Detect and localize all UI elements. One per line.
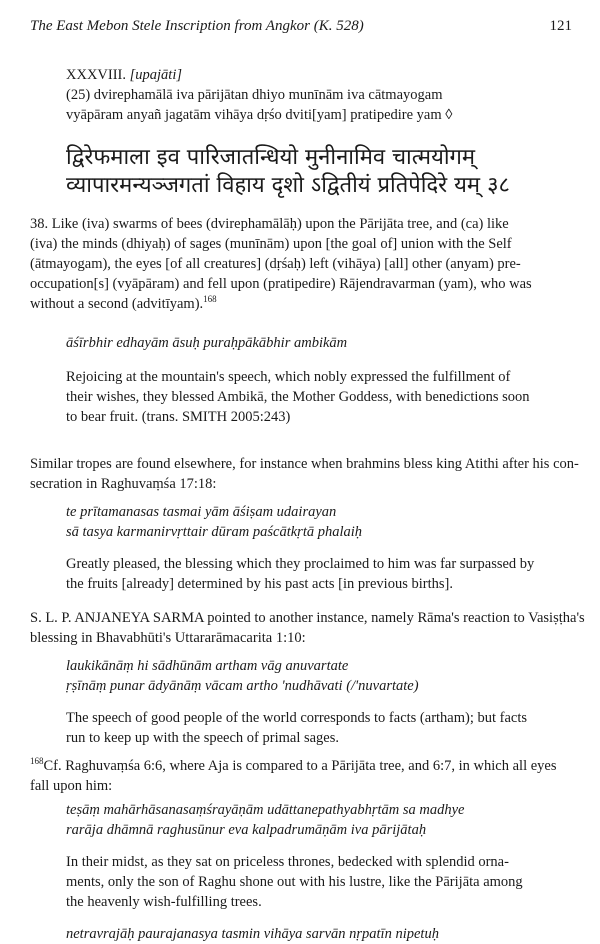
quote-translation: the heavenly wish-fulfilling trees. — [66, 894, 262, 910]
sanskrit-quote: ṛṣīnāṃ punar ādyānāṃ vācam artho 'nudhāvati (/'nuvartate) — [66, 678, 419, 694]
quote-block-1 — [66, 333, 600, 427]
translation-line: (ātmayogam), the eyes [of all creatures] (dṛśaḥ) left (vihāya) [all] other (anyam) pre- — [30, 256, 521, 272]
translation-line: occupation[s] (vyāpāram) and fell upon (pratipedire) Rājendravarman (yam), who was — [30, 276, 532, 292]
footnote-ref: 168 — [203, 294, 217, 305]
footnote-line: fall upon him: — [30, 778, 113, 794]
quote-translation: their wishes, they blessed Ambikā, the Mother Goddess, with benedictions soon — [66, 389, 530, 405]
sanskrit-quote: rarāja dhāmnā raghusūnur eva kalpadrumāṇām iva pārijātaḥ — [66, 822, 427, 838]
sanskrit-quote: sā tasya karmanirvṛttair dūram paścātkṛtā phalaiḥ — [66, 524, 363, 540]
translation-line-text: without a second (advitīyam). — [30, 296, 204, 312]
verse-number: XXXVIII. — [66, 67, 126, 83]
quote-translation: Rejoicing at the mountain's speech, which nobly expressed the fulfillment of — [66, 369, 511, 385]
sanskrit-quote: teṣāṃ mahārhāsanasaṃśrayāṇām udāttanepathyabhṛtām sa madhye — [66, 802, 465, 818]
quote-translation: In their midst, as they sat on priceless thrones, bedecked with splendid orna- — [66, 854, 509, 870]
quote-translation: Greatly pleased, the blessing which they proclaimed to him was far surpassed by — [66, 556, 535, 572]
verse-transliteration-2: vyāpāram anyañ jagatām vihāya dṛśo dviti[yam] pratipedire yam ◊ — [66, 107, 453, 123]
footnote-quote — [66, 800, 600, 944]
translation-paragraph — [30, 214, 600, 314]
translation-line: 38. Like (iva) swarms of bees (dvirephamālāḥ) upon the Pārijāta tree, and (ca) like — [30, 216, 509, 232]
sanskrit-quote: āśīrbhir edhayām āsuḥ puraḥpākābhir ambikām — [66, 335, 348, 351]
footnote-168 — [30, 756, 600, 796]
paragraph-2 — [30, 454, 600, 494]
footnote-line — [30, 756, 600, 776]
running-title: The East Mebon Stele Inscription from Angkor (K. 528) — [30, 18, 364, 34]
quote-translation: the fruits [already] determined by his past acts [in previous births]. — [66, 576, 453, 592]
quote-translation: ments, only the son of Raghu shone out with his lustre, like the Pārijāta among — [66, 874, 523, 890]
paragraph-line: secration in Raghuvaṃśa 17:18: — [30, 476, 217, 492]
page-number: 121 — [549, 18, 572, 34]
footnote-mark: 168 — [30, 756, 44, 767]
verse-block — [66, 65, 600, 125]
quote-translation: The speech of good people of the world corresponds to facts (artham); but facts — [66, 710, 528, 726]
paragraph-line: Similar tropes are found elsewhere, for instance when brahmins bless king Atithi after his con- — [30, 456, 579, 472]
paragraph-line: S. L. P. ANJANEYA SARMA pointed to another instance, namely Rāma's reaction to Vasiṣṭha's — [30, 610, 585, 626]
paragraph-3 — [30, 608, 600, 648]
verse-transliteration-1: (25) dvirephamālā iva pārijātan dhiyo munīnām iva cātmayogam — [66, 87, 443, 103]
sanskrit-quote: laukikānāṃ hi sādhūnām artham vāg anuvartate — [66, 658, 349, 674]
sanskrit-quote: netravrajāḥ paurajanasya tasmin vihāya sarvān nṛpatīn nipetuḥ — [66, 926, 439, 942]
devanagari-block — [66, 144, 600, 200]
verse-meter: [upajāti] — [129, 67, 182, 83]
translation-line — [30, 294, 600, 314]
quote-translation: run to keep up with the speech of primal sages. — [66, 730, 340, 746]
footnote-text: Cf. Raghuvaṃśa 6:6, where Aja is compared to a Pārijāta tree, and 6:7, in which all eyes — [43, 758, 557, 774]
quote-block-3 — [66, 656, 600, 748]
sanskrit-quote: te prītamanasas tasmai yām āśiṣam udairayan — [66, 504, 337, 520]
quote-block-2 — [66, 502, 600, 594]
paragraph-line: blessing in Bhavabhūti's Uttararāmacarita 1:10: — [30, 630, 306, 646]
quote-translation: to bear fruit. (trans. SMITH 2005:243) — [66, 409, 291, 425]
verse-heading — [66, 65, 600, 85]
devanagari-line-2: व्यापारमन्यञ्जगतां विहाय दृशो ऽद्वितीयं प्रतिपेदिरे यम् ३८ — [66, 173, 510, 198]
running-header — [30, 18, 572, 38]
devanagari-line-1: द्विरेफमाला इव पारिजातन्धियो मुनीनामिव चात्मयोगम् — [66, 145, 476, 170]
translation-line: (iva) the minds (dhiyaḥ) of sages (munīnām) upon [the goal of] union with the Self — [30, 236, 512, 252]
